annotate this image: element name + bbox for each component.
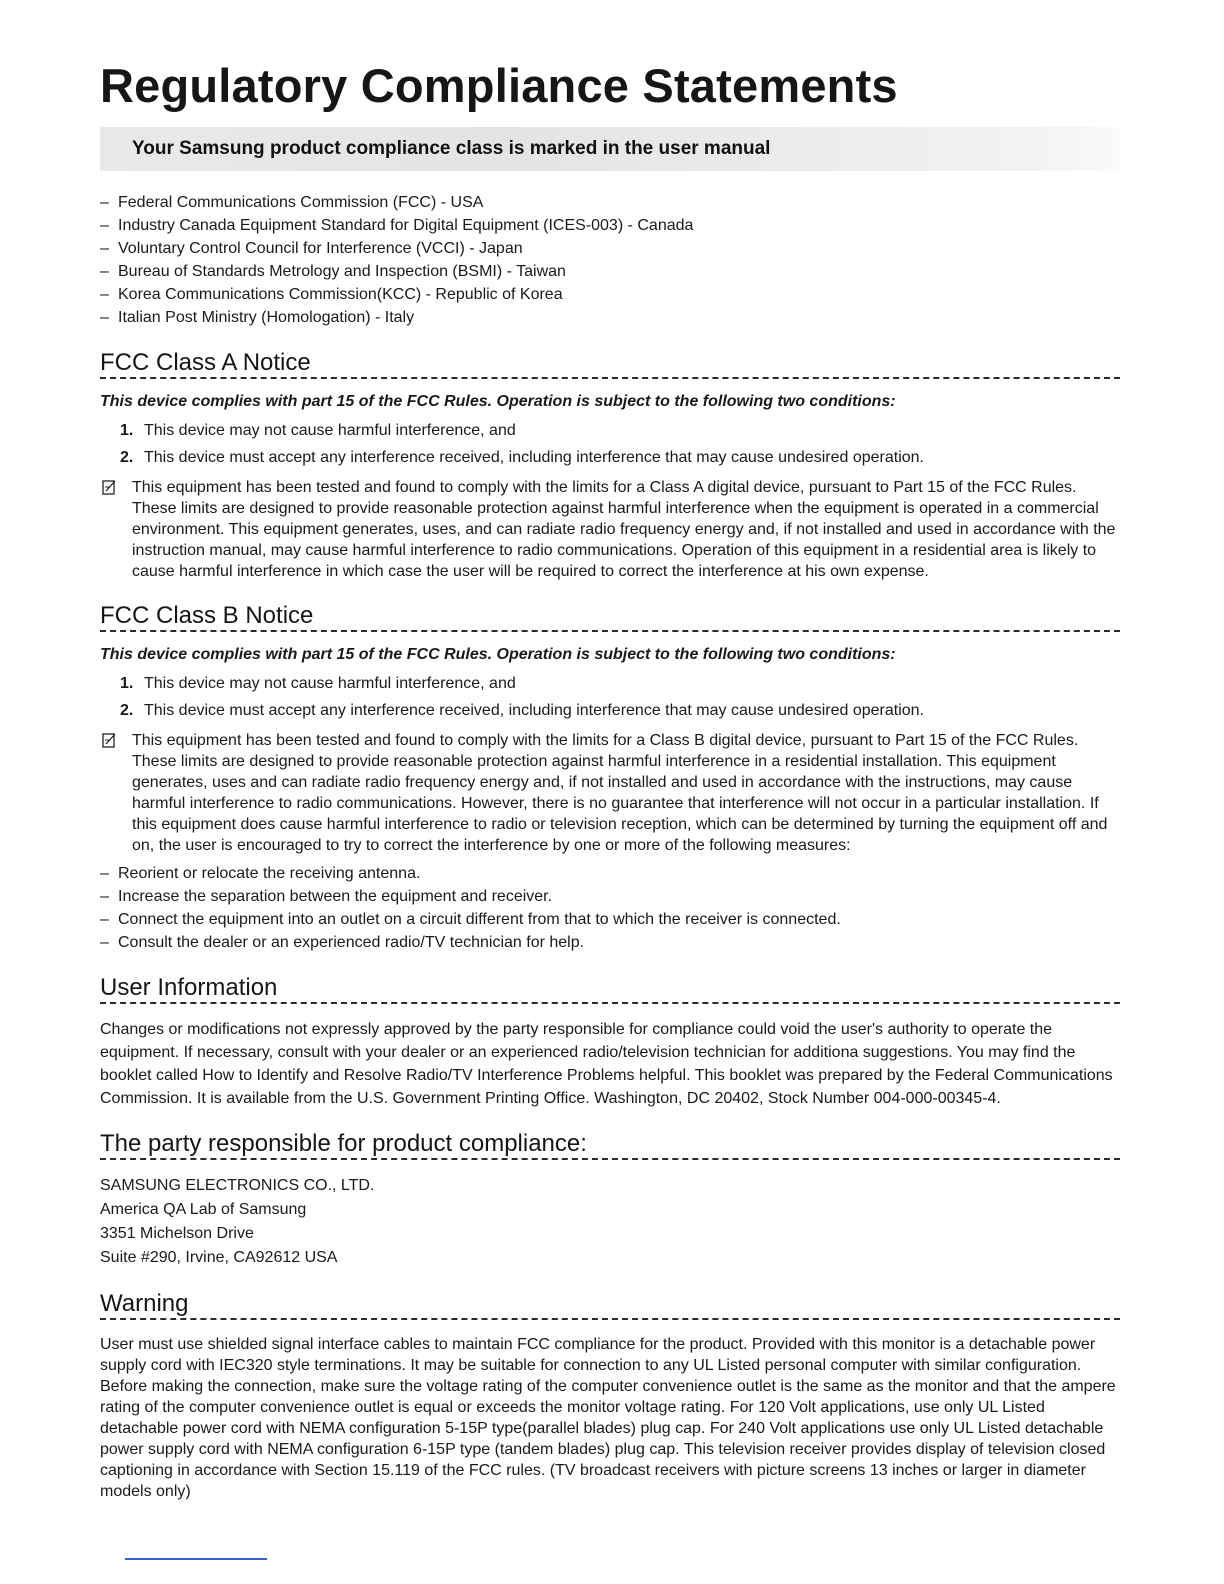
section-class-b-header: [100, 596, 1120, 632]
condition-item: 1. This device may not cause harmful interference, and: [120, 675, 516, 692]
list-item: – Federal Communications Commission (FCC) - USA: [100, 191, 1120, 214]
agency-list: [100, 191, 1120, 329]
list-item: – Industry Canada Equipment Standard for Digital Equipment (ICES-003) - Canada: [100, 214, 1120, 237]
section-heading: FCC Class A Notice: [100, 349, 311, 376]
class-b-conditions: [100, 670, 1120, 724]
address-line: Suite #290, Irvine, CA92612 USA: [100, 1249, 338, 1266]
document-page: [100, 58, 1120, 1502]
class-b-note: This equipment has been tested and found to comply with the limits for a Class B digital device, pursuant to Part 15 of the FCC Rules. These limits are designed to provide reasonable protection against harmful interference in a residential installation. This equipment generates, uses and can radiate radio frequency energy and, if not installed and used in accordance with the instructions, may cause harmful interference to radio communications. However, there is no guarantee that interference will not occur in a particular installation. If this equipment does cause harmful interference to radio or television reception, which can be determined by turning the equipment off and on, the user is encouraged to try to correct the interference by one or more of the following measures:: [100, 730, 1120, 856]
condition-item: 1. This device may not cause harmful interference, and: [120, 422, 516, 439]
page-title: Regulatory Compliance Statements: [100, 59, 898, 112]
footer-rule: [125, 1558, 267, 1560]
class-a-note: This equipment has been tested and found to comply with the limits for a Class A digital device, pursuant to Part 15 of the FCC Rules. These limits are designed to provide reasonable protection against harmful interference when the equipment is operated in a commercial environment. This equipment generates, uses, and can radiate radio frequency energy and, if not installed and used in accordance with the instruction manual, may cause harmful interference to radio communications. Operation of this equipment in a residential area is likely to cause harmful interference in which case the user will be required to correct the interference at his own expense.: [100, 477, 1120, 582]
class-a-lead: This device complies with part 15 of the FCC Rules. Operation is subject to the following two conditions:: [100, 393, 896, 410]
list-item: – Consult the dealer or an experienced radio/TV technician for help.: [100, 931, 1120, 954]
class-b-lead: This device complies with part 15 of the FCC Rules. Operation is subject to the following two conditions:: [100, 646, 896, 663]
section-heading: FCC Class B Notice: [100, 602, 314, 629]
list-item: – Italian Post Ministry (Homologation) - Italy: [100, 306, 1120, 329]
section-responsible-header: [100, 1124, 1120, 1160]
list-item: – Reorient or relocate the receiving antenna.: [100, 862, 1120, 885]
note-icon: [102, 479, 117, 495]
list-item: – Connect the equipment into an outlet on a circuit different from that to which the receiver is connected.: [100, 908, 1120, 931]
condition-item: 2. This device must accept any interference received, including interference that may cause undesired operation.: [120, 449, 924, 466]
list-item: – Korea Communications Commission(KCC) - Republic of Korea: [100, 283, 1120, 306]
warning-text: User must use shielded signal interface cables to maintain FCC compliance for the product. Provided with this monitor is a detachable power supply cord with IEC320 style terminations. It may be suitable for connection to any UL Listed personal computer with similar configuration. Before making the connection, make sure the voltage rating of the computer convenience outlet is the same as the monitor and that the ampere rating of the computer convenience outlet is equal or exceeds the monitor voltage rating. For 120 Volt applications, use only UL Listed detachable power cord with NEMA configuration 5-15P type(parallel blades) plug cap. For 240 Volt applications use only UL Listed detachable power supply cord with NEMA configuration 6-15P type (tandem blades) plug cap. This television receiver provides display of television closed captioning in accordance with Section 15.119 of the FCC rules. (TV broadcast receivers with picture screens 13 inches or larger in diameter models only): [100, 1336, 1116, 1500]
list-item: – Bureau of Standards Metrology and Inspection (BSMI) - Taiwan: [100, 260, 1120, 283]
section-heading: Warning: [100, 1290, 189, 1317]
measures-list: [100, 862, 1120, 954]
condition-item: 2. This device must accept any interference received, including interference that may cause undesired operation.: [120, 702, 924, 719]
address-line: SAMSUNG ELECTRONICS CO., LTD.: [100, 1177, 375, 1194]
compliance-banner: [100, 127, 1120, 171]
list-item: – Voluntary Control Council for Interference (VCCI) - Japan: [100, 237, 1120, 260]
user-info-text: Changes or modifications not expressly approved by the party responsible for compliance could void the user's authority to operate the equipment. If necessary, consult with your dealer or an experienced radio/television technician for additiona suggestions. You may find the booklet called How to Identify and Resolve Radio/TV Interference Problems helpful. This booklet was prepared by the Federal Communications Commission. It is available from the U.S. Government Printing Office. Washington, DC 20402, Stock Number 004-000-00345-4.: [100, 1021, 1113, 1107]
list-item: – Increase the separation between the equipment and receiver.: [100, 885, 1120, 908]
responsible-address: [100, 1174, 1120, 1270]
section-class-a-header: [100, 343, 1120, 379]
banner-text: Your Samsung product compliance class is marked in the user manual: [132, 138, 771, 159]
section-heading: The party responsible for product compliance:: [100, 1130, 587, 1157]
note-icon: [102, 732, 117, 748]
address-line: America QA Lab of Samsung: [100, 1201, 307, 1218]
section-warning-header: [100, 1284, 1120, 1320]
class-a-conditions: [100, 417, 1120, 471]
section-heading: User Information: [100, 974, 278, 1001]
address-line: 3351 Michelson Drive: [100, 1225, 254, 1242]
section-user-info-header: [100, 968, 1120, 1004]
